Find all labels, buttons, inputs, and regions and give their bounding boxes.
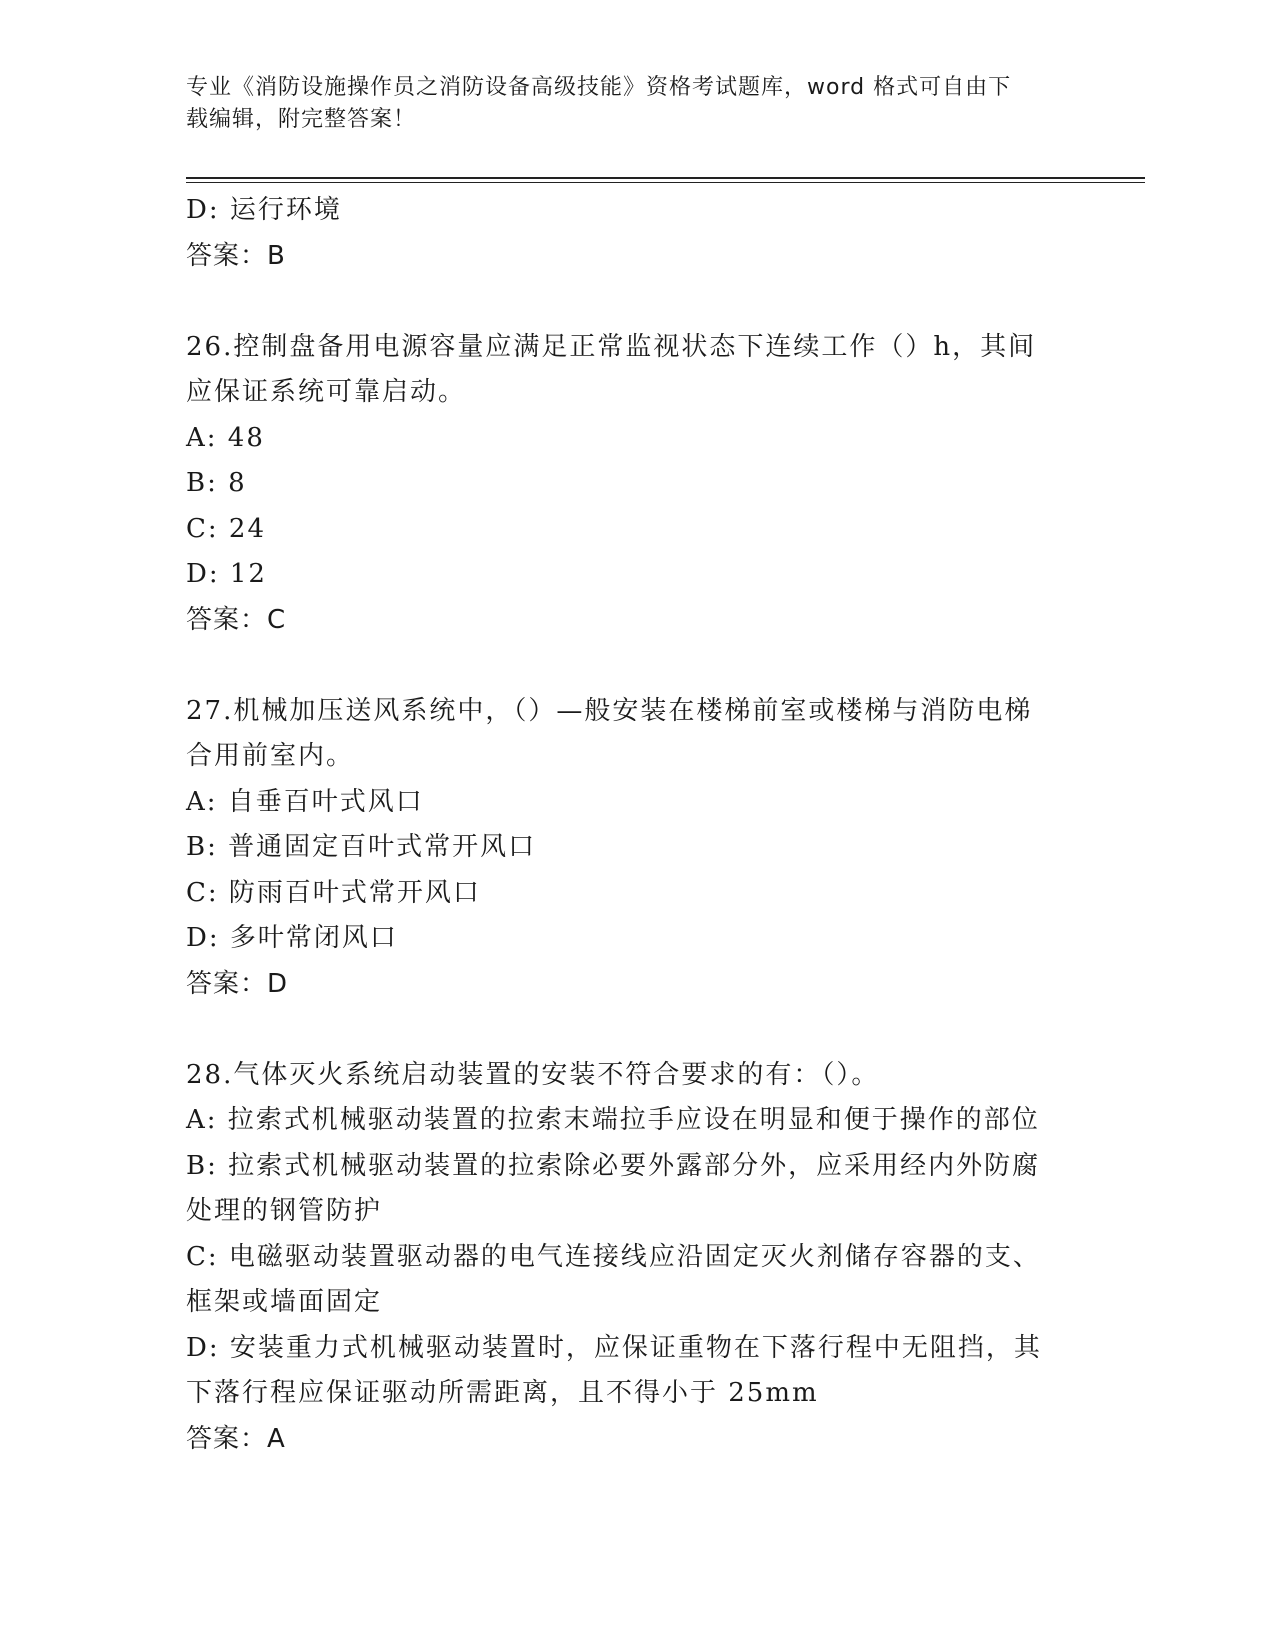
spacer (186, 643, 1086, 689)
question-27-option-d: D: 多叶常闭风口 (186, 923, 398, 953)
question-27-option-b: B: 普通固定百叶式常开风口 (186, 832, 537, 862)
question-27-option-c: C: 防雨百叶式常开风口 (186, 877, 481, 908)
prev-question-option-d: D: 运行环境 (186, 195, 342, 225)
header-divider-thick (186, 177, 1145, 179)
question-27-stem-line-1: 27.机械加压送风系统中，（）—般安装在楼梯前室或楼梯与消防电梯 (186, 695, 1033, 726)
header-line-2: 载编辑，附完整答案！ (186, 107, 417, 132)
question-26-stem-line-2: 应保证系统可靠启动。 (186, 377, 467, 407)
question-27-stem-line-2: 合用前室内。 (186, 741, 355, 771)
question-content (186, 188, 1086, 1462)
question-28 (186, 1053, 1086, 1463)
spacer (186, 1007, 1086, 1053)
question-26-option-d: D: 12 (186, 559, 267, 589)
question-28-option-b-line-1: B: 拉索式机械驱动装置的拉索除必要外露部分外，应采用经内外防腐 (186, 1150, 1041, 1181)
spacer (186, 279, 1086, 325)
question-28-option-a: A: 拉索式机械驱动装置的拉索末端拉手应设在明显和便于操作的部位 (186, 1105, 1040, 1135)
question-28-option-d-line-2: 下落行程应保证驱动所需距离，且不得小于 25mm (186, 1378, 819, 1408)
prev-question-answer: 答案：B (186, 240, 286, 271)
question-28-answer: 答案：A (186, 1423, 286, 1454)
question-28-option-c-line-1: C: 电磁驱动装置驱动器的电气连接线应沿固定灭火剂储存容器的支、 (186, 1241, 1041, 1272)
question-28-option-d-line-1: D: 安装重力式机械驱动装置时，应保证重物在下落行程中无阻挡，其 (186, 1332, 1042, 1363)
question-26-option-b: B: 8 (186, 468, 247, 498)
question-26-answer: 答案：C (186, 604, 287, 635)
question-28-option-c-line-2: 框架或墙面固定 (186, 1287, 383, 1317)
question-28-option-b-line-2: 处理的钢管防护 (186, 1196, 383, 1226)
question-27 (186, 689, 1086, 1008)
header-line-1: 专业《消防设施操作员之消防设备高级技能》资格考试题库，word 格式可自由下 (186, 75, 1012, 100)
question-26 (186, 325, 1086, 644)
question-26-option-a: A: 48 (186, 422, 265, 453)
question-26-option-c: C: 24 (186, 513, 267, 544)
question-27-option-a: A: 自垂百叶式风口 (186, 786, 424, 817)
header-divider-thin (186, 182, 1145, 183)
document-header (186, 72, 1086, 136)
question-27-answer: 答案：D (186, 968, 289, 999)
question-26-stem-line-1: 26.控制盘备用电源容量应满足正常监视状态下连续工作（）h，其间 (186, 331, 1037, 362)
question-28-stem: 28.气体灭火系统启动装置的安装不符合要求的有：（）。 (186, 1059, 880, 1090)
